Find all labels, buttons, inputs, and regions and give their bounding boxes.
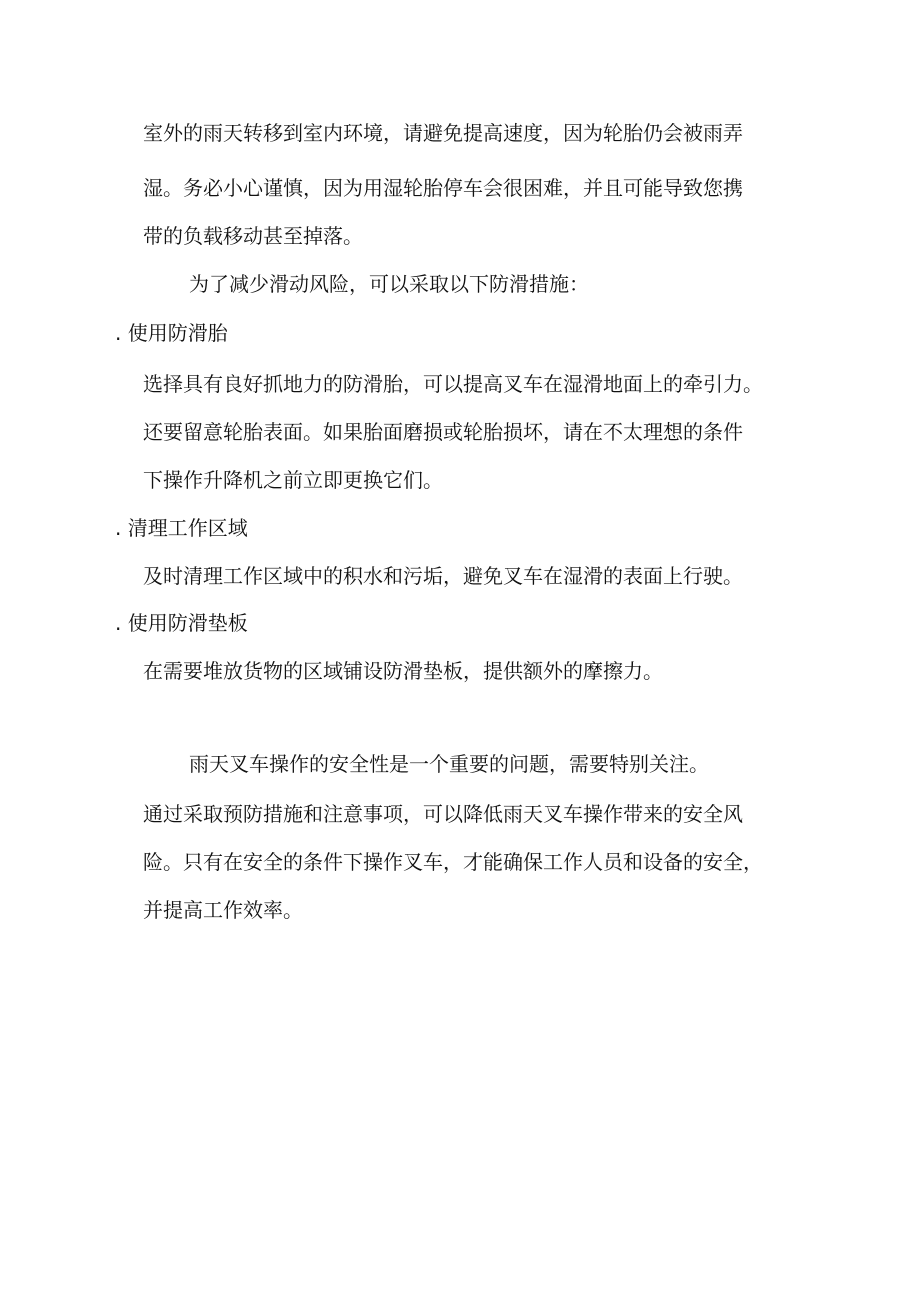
paragraph-line: 湿。务必小心谨慎，因为用湿轮胎停车会很困难，并且可能导致您携 bbox=[143, 176, 743, 200]
measure-line: 在需要堆放货物的区域铺设防滑垫板，提供额外的摩擦力。 bbox=[143, 659, 663, 683]
measure-heading: . 使用防滑垫板 bbox=[115, 611, 248, 635]
measure-heading: . 清理工作区域 bbox=[115, 516, 248, 540]
conclusion-line: 雨天叉车操作的安全性是一个重要的问题，需要特别关注。 bbox=[189, 752, 709, 776]
paragraph-line: 带的负载移动甚至掉落。 bbox=[143, 224, 363, 248]
intro-line: 为了减少滑动风险，可以采取以下防滑措施： bbox=[189, 272, 589, 296]
measure-line: 选择具有良好抓地力的防滑胎，可以提高叉车在湿滑地面上的牵引力。 bbox=[143, 372, 763, 396]
conclusion-line: 并提高工作效率。 bbox=[143, 898, 303, 922]
measure-line: 及时清理工作区域中的积水和污垢，避免叉车在湿滑的表面上行驶。 bbox=[143, 564, 743, 588]
paragraph-line: 室外的雨天转移到室内环境，请避免提高速度，因为轮胎仍会被雨弄 bbox=[143, 121, 743, 145]
measure-line: 还要留意轮胎表面。如果胎面磨损或轮胎损坏，请在不太理想的条件 bbox=[143, 420, 743, 444]
conclusion-line: 通过采取预防措施和注意事项，可以降低雨天叉车操作带来的安全风 bbox=[143, 802, 743, 826]
measure-line: 下操作升降机之前立即更换它们。 bbox=[143, 468, 443, 492]
measure-heading: . 使用防滑胎 bbox=[115, 321, 228, 345]
conclusion-line: 险。只有在安全的条件下操作叉车，才能确保工作人员和设备的安全， bbox=[143, 850, 763, 874]
